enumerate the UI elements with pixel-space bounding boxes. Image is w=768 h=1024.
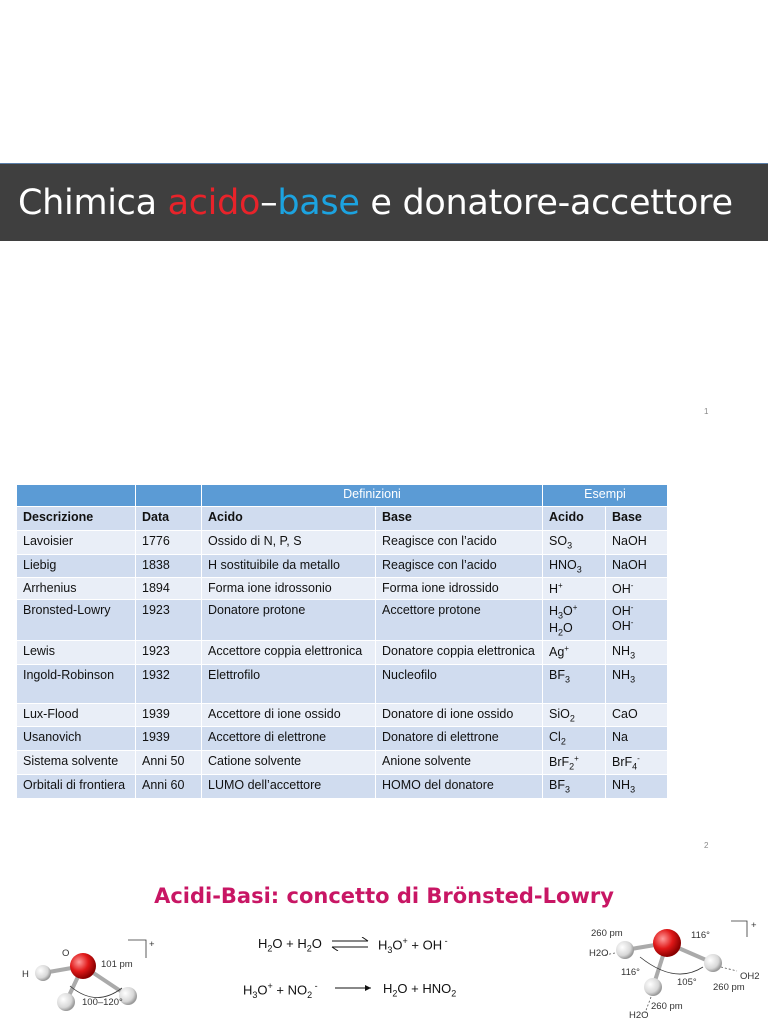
equation-1-right: $H_3O^+$ + OH - — [378, 936, 448, 955]
cell-descrizione: Lavoisier — [17, 531, 136, 555]
label-charge: + — [751, 920, 757, 931]
cell-es-base: $NH_3$ — [606, 664, 668, 703]
cell-base: Accettore protone — [376, 600, 543, 641]
cell-es-acido: Ag+ — [543, 641, 606, 665]
cell-base: Donatore di elettrone — [376, 727, 543, 751]
label-angle-3: 105° — [677, 977, 697, 988]
cell-data: Anni 50 — [136, 750, 202, 775]
page-number: 1 — [704, 407, 709, 416]
cell-base: Donatore coppia elettronica — [376, 641, 543, 665]
cell-data: 1776 — [136, 531, 202, 555]
cell-acido: Forma ione idrossonio — [202, 578, 376, 600]
cell-base: Anione solvente — [376, 750, 543, 775]
hydronium-molecule-left — [18, 928, 163, 1024]
label-bond: 101 pm — [101, 959, 133, 970]
label-angle-1: 116° — [691, 930, 710, 941]
cell-descrizione: Ingold-Robinson — [17, 664, 136, 703]
cell-data: 1923 — [136, 641, 202, 665]
cell-base: Reagisce con l’acido — [376, 554, 543, 578]
cell-acido: Donatore protone — [202, 600, 376, 641]
title-acid-word: acido — [167, 182, 261, 223]
cell-acido: Catione solvente — [202, 750, 376, 775]
label-h: H — [22, 969, 29, 980]
table-row — [17, 578, 668, 600]
cell-acido: H sostituibile da metallo — [202, 554, 376, 578]
label-distance-3: 260 pm — [651, 1001, 683, 1012]
header-empty — [17, 485, 136, 507]
table-row — [17, 727, 668, 751]
label-distance-2: 260 pm — [713, 982, 745, 993]
cell-es-base: NaOH — [606, 531, 668, 555]
label-water-3: H2O — [629, 1010, 649, 1021]
col-header: Descrizione — [17, 507, 136, 531]
table-row — [17, 703, 668, 727]
cell-data: Anni 60 — [136, 775, 202, 799]
cell-es-acido: $HNO_3$ — [543, 554, 606, 578]
cell-es-acido: SiO$_2$ — [543, 703, 606, 727]
cell-base: Reagisce con l’acido — [376, 531, 543, 555]
cell-es-acido: $Cl_2$ — [543, 727, 606, 751]
table-row — [17, 750, 668, 775]
title-part2: e donatore-accettore — [359, 182, 733, 223]
hydrated-hydronium-molecule-right — [585, 915, 768, 1024]
label-o: O — [62, 948, 70, 959]
cell-acido: LUMO dell’accettore — [202, 775, 376, 799]
table-row — [17, 641, 668, 665]
cell-descrizione: Usanovich — [17, 727, 136, 751]
cell-data: 1939 — [136, 727, 202, 751]
cell-descrizione: Bronsted-Lowry — [17, 600, 136, 641]
equation-2-right: $H_2O + HNO_2$ — [383, 981, 457, 999]
label-angle-2: 116° — [621, 967, 640, 978]
cell-data: 1923 — [136, 600, 202, 641]
cell-es-base: OH- — [606, 578, 668, 600]
cell-base: HOMO del donatore — [376, 775, 543, 799]
cell-es-base: NaOH — [606, 554, 668, 578]
table-subheader-row — [17, 507, 668, 531]
table-header-row — [17, 485, 668, 507]
table-row — [17, 531, 668, 555]
cell-es-acido: H+ — [543, 578, 606, 600]
title-dash: – — [260, 182, 278, 223]
title-base-word: base — [277, 182, 360, 223]
table-row — [17, 600, 668, 641]
cell-base: Nucleofilo — [376, 664, 543, 703]
col-header: Data — [136, 507, 202, 531]
col-header: Acido — [202, 507, 376, 531]
cell-es-acido: $BF_3$ — [543, 664, 606, 703]
cell-es-acido: $H_3O^+$ $H_2O$ — [543, 600, 606, 641]
cell-descrizione: Arrhenius — [17, 578, 136, 600]
col-header: Base — [376, 507, 543, 531]
bronsted-title: Acidi-Basi: concetto di Brönsted-Lowry — [154, 884, 614, 908]
cell-data: 1939 — [136, 703, 202, 727]
definitions-table — [16, 484, 668, 799]
cell-descrizione: Liebig — [17, 554, 136, 578]
cell-es-base: Na — [606, 727, 668, 751]
cell-acido: Ossido di N, P, S — [202, 531, 376, 555]
cell-descrizione: Lewis — [17, 641, 136, 665]
cell-descrizione: Sistema solvente — [17, 750, 136, 775]
header-definizioni: Definizioni — [202, 485, 543, 507]
table-row — [17, 664, 668, 703]
page-number: 2 — [704, 841, 709, 850]
label-angle: 100–120° — [82, 997, 123, 1008]
cell-es-base: CaO — [606, 703, 668, 727]
table-row — [17, 775, 668, 799]
cell-es-base: $NH_3$ — [606, 641, 668, 665]
title-part1: Chimica — [18, 182, 168, 223]
cell-acido: Accettore di elettrone — [202, 727, 376, 751]
cell-es-base: BrF$_4$- — [606, 750, 668, 775]
occluded-text — [270, 1019, 430, 1024]
reaction-arrow-icon — [333, 983, 375, 993]
table-body — [17, 531, 668, 799]
cell-data: 1838 — [136, 554, 202, 578]
equation-1-left: $H_2O + H_2O$ — [258, 936, 322, 954]
cell-data: 1932 — [136, 664, 202, 703]
cell-data: 1894 — [136, 578, 202, 600]
slide-title — [18, 183, 733, 223]
cell-es-base: OH- OH- — [606, 600, 668, 641]
cell-descrizione: Lux-Flood — [17, 703, 136, 727]
cell-es-acido: $BF_3$ — [543, 775, 606, 799]
label-charge: + — [149, 939, 155, 950]
label-water-1: H2O — [589, 948, 609, 959]
table-row — [17, 554, 668, 578]
label-water-2: OH2 — [740, 971, 760, 982]
cell-base: Forma ione idrossido — [376, 578, 543, 600]
cell-acido: Accettore coppia elettronica — [202, 641, 376, 665]
cell-acido: Accettore di ione ossido — [202, 703, 376, 727]
cell-acido: Elettrofilo — [202, 664, 376, 703]
header-empty — [136, 485, 202, 507]
label-distance-1: 260 pm — [591, 928, 623, 939]
title-banner — [0, 163, 768, 241]
cell-es-acido: $SO_3$ — [543, 531, 606, 555]
cell-es-acido: BrF$_2$+ — [543, 750, 606, 775]
col-header: Base — [606, 507, 668, 531]
cell-es-base: $NH_3$ — [606, 775, 668, 799]
header-esempi: Esempi — [543, 485, 668, 507]
cell-descrizione: Orbitali di frontiera — [17, 775, 136, 799]
equilibrium-arrow-icon — [330, 937, 372, 951]
cell-base: Donatore di ione ossido — [376, 703, 543, 727]
equation-2-left: $H_3O^+ + NO_2$ - — [243, 981, 318, 1000]
col-header: Acido — [543, 507, 606, 531]
